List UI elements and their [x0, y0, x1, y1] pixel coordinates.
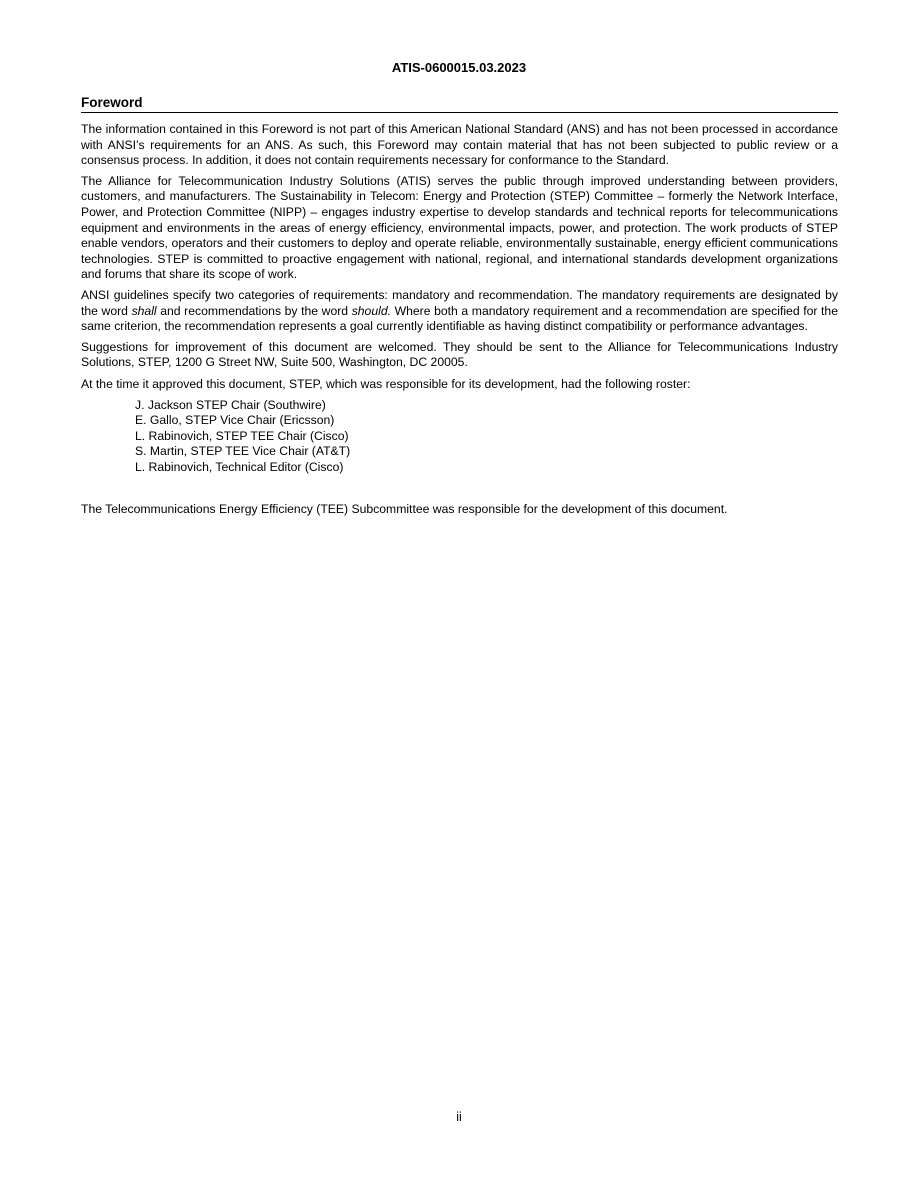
- shall-keyword: shall: [131, 303, 157, 318]
- ansi-text-part2: and recommendations by the word: [156, 303, 352, 318]
- roster-item: L. Rabinovich, STEP TEE Chair (Cisco): [135, 428, 349, 443]
- ansi-text-part3: Where both a mandatory requirement and a recommendation are specified for the same criterion, the recommendation represents a goal currently identifiable as having distinct compatibility or performance advantages.: [81, 303, 838, 334]
- should-keyword: should.: [351, 303, 391, 318]
- roster-list: [135, 398, 838, 476]
- roster-item: J. Jackson STEP Chair (Southwire): [135, 397, 326, 412]
- paragraph-subcommittee: The Telecommunications Energy Efficiency (TEE) Subcommittee was responsible for the development of this document.: [81, 502, 728, 517]
- paragraph-suggestions: Suggestions for improvement of this document are welcomed. They should be sent to the Alliance for Telecommunications Industry Solutions, STEP, 1200 G Street NW, Suite 500, Washington, DC 20005.: [81, 339, 838, 370]
- foreword-body: [81, 122, 838, 523]
- paragraph-ans-disclaimer: The information contained in this Foreword is not part of this American National Standard (ANS) and has not been processed in accordance with ANSI’s requirements for an ANS. As such, this Foreword may contain material that has not been subjected to public review or a consensus process. In addition, it does not contain requirements necessary for conformance to the Standard.: [81, 122, 838, 168]
- roster-item: L. Rabinovich, Technical Editor (Cisco): [135, 459, 344, 474]
- roster-item: E. Gallo, STEP Vice Chair (Ericsson): [135, 413, 335, 428]
- paragraph-atis-overview: The Alliance for Telecommunication Industry Solutions (ATIS) serves the public through improved understanding between providers, customers, and manufacturers. The Sustainability in Telecom: Energy and Protection (STEP) Committee – formerly the Network Interface, Power, and Protection Committee (NIPP) – engages industry expertise to develop standards and technical reports for telecommunications equipment and environments in the areas of energy efficiency, environmental impacts, power, and protection. The work products of STEP enable vendors, operators and their customers to deploy and operate reliable, environmentally sustainable, energy efficient communications technologies. STEP is committed to proactive engagement with national, regional, and international standards development organizations and forums that share its scope of work.: [81, 173, 838, 282]
- roster-item: S. Martin, STEP TEE Vice Chair (AT&T): [135, 444, 351, 459]
- section-heading-foreword: Foreword: [81, 95, 838, 113]
- page-number: ii: [456, 1110, 462, 1124]
- ansi-text-part1: ANSI guidelines specify two categories of requirements: mandatory and recommendation. The mandatory requirements are designated by the word: [81, 287, 838, 318]
- paragraph-ansi-guidelines: [81, 288, 838, 335]
- document-id-header: ATIS-0600015.03.2023: [391, 60, 527, 75]
- paragraph-roster-intro: At the time it approved this document, STEP, which was responsible for its development, had the following roster:: [81, 376, 691, 391]
